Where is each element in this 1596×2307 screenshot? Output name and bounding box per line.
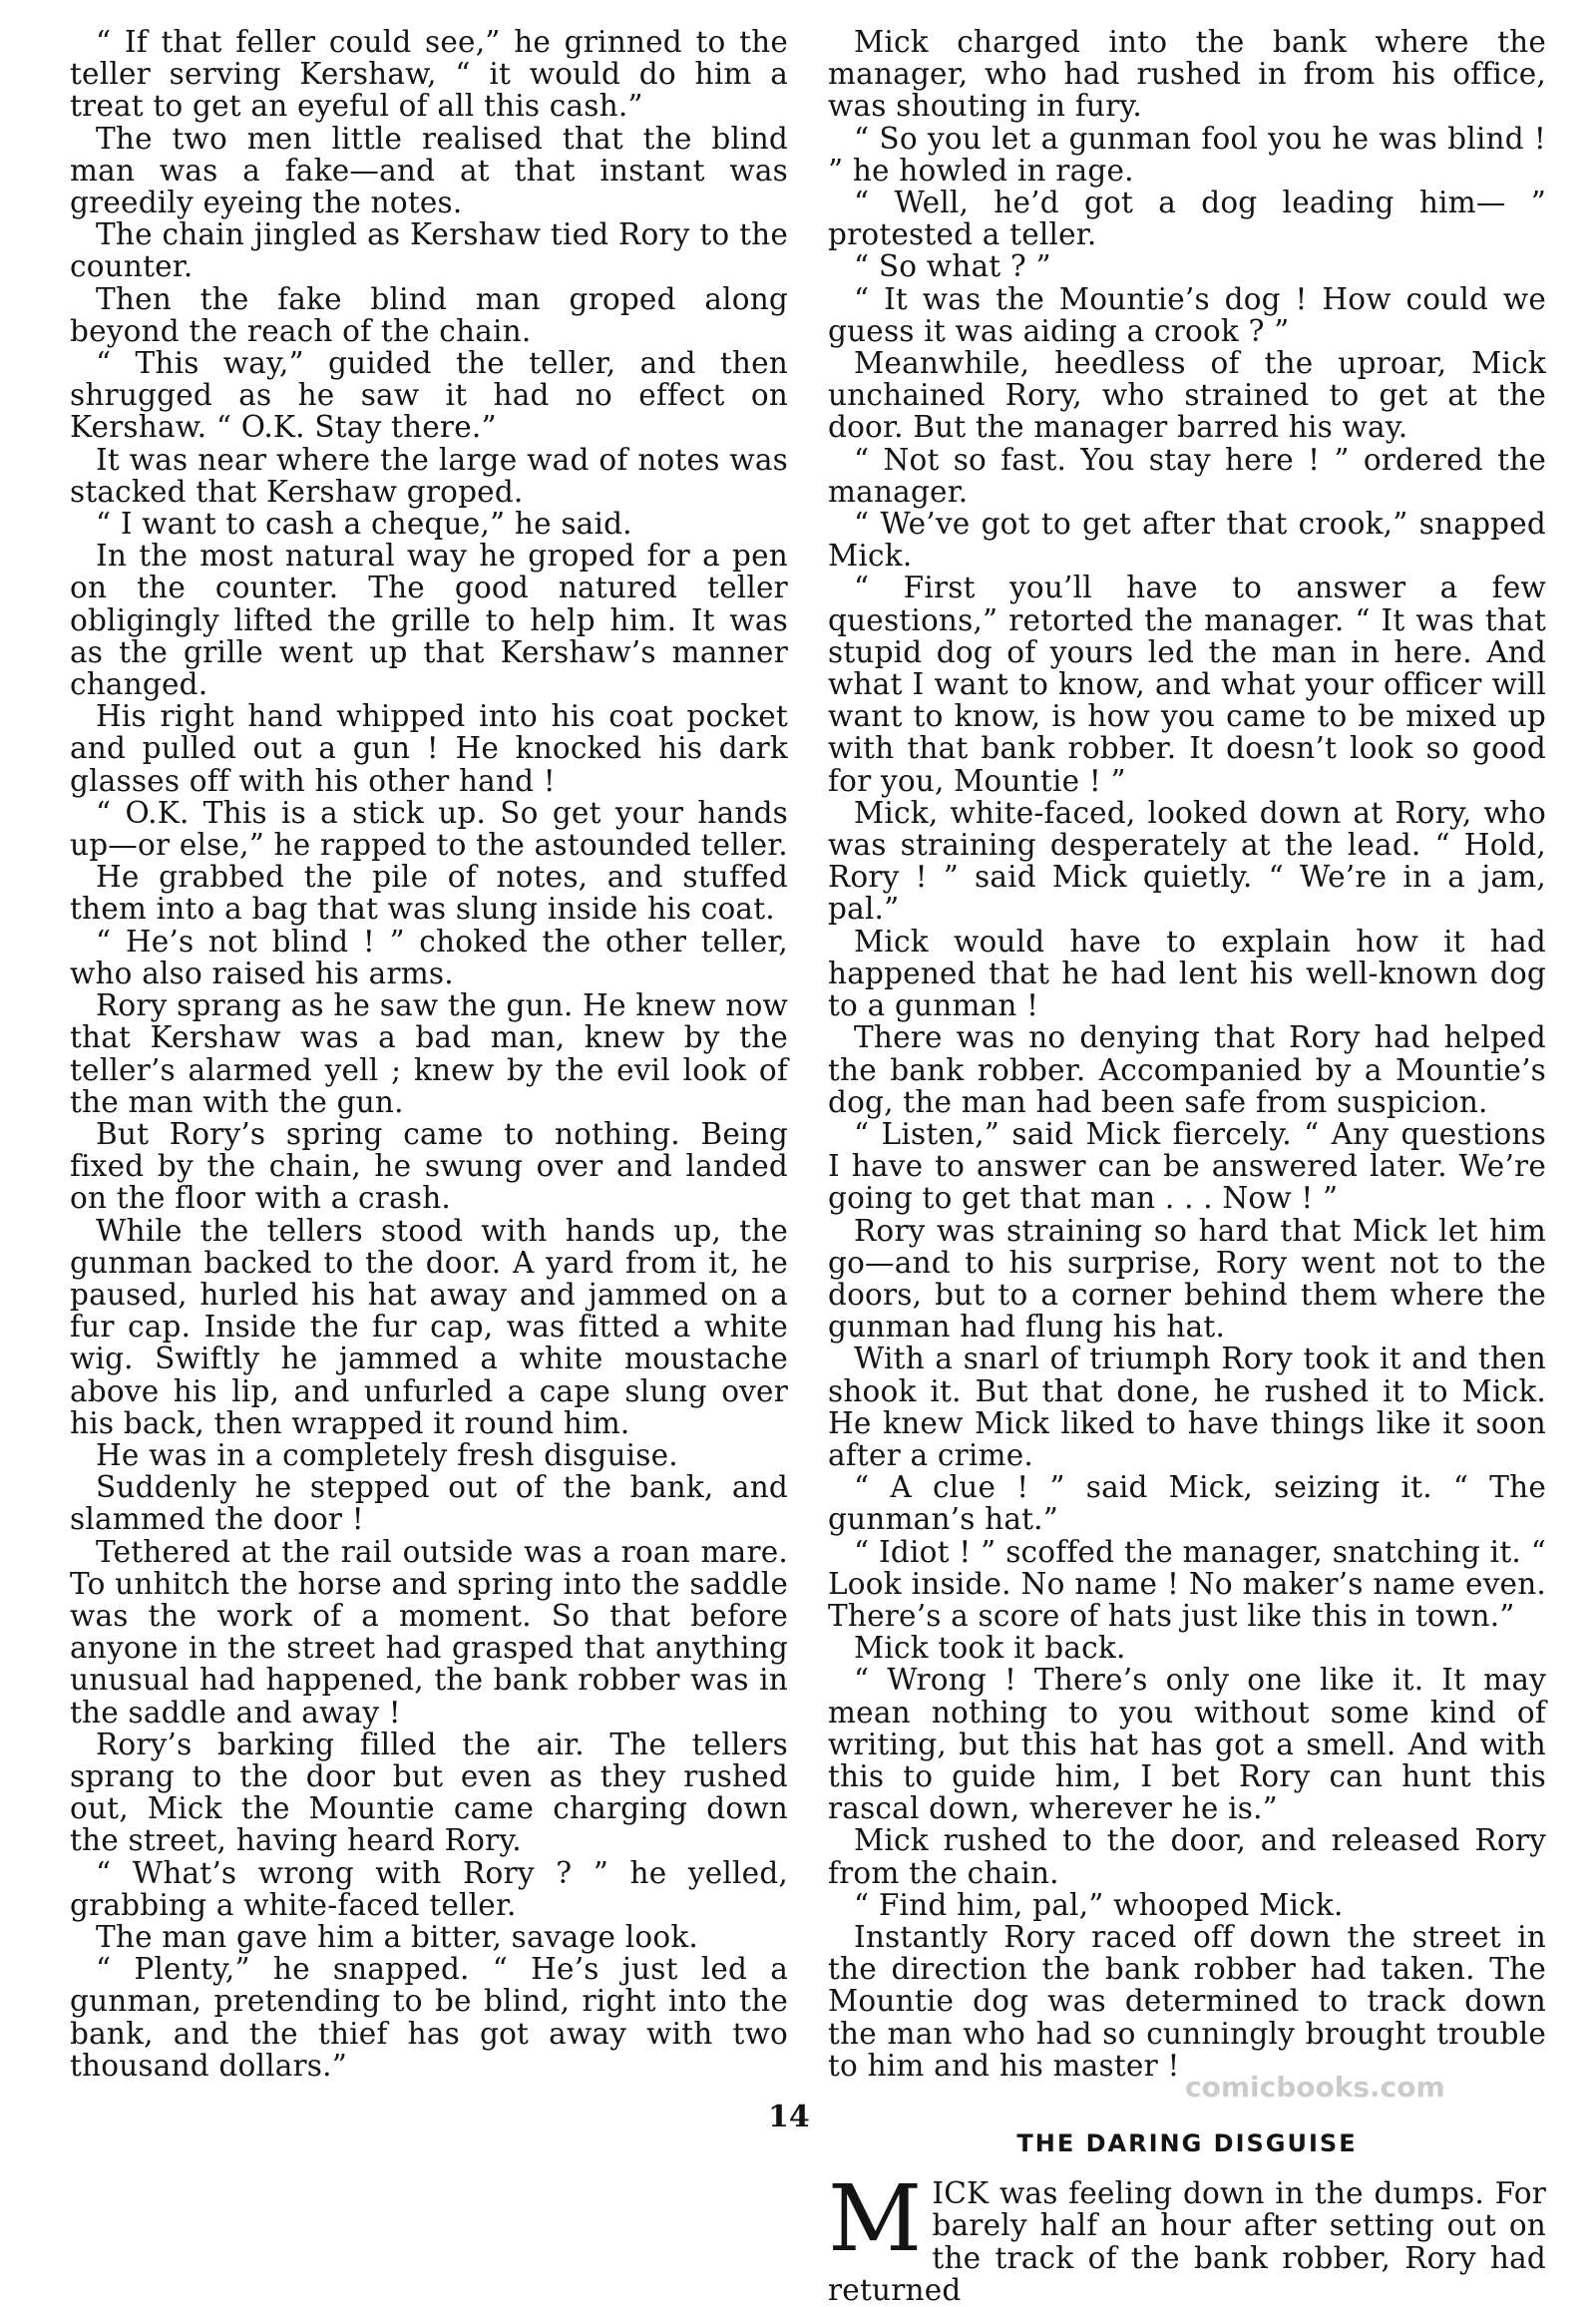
- watermark: comicbooks.com: [1185, 2071, 1445, 2104]
- paragraph: Mick took it back.: [854, 1631, 1126, 1666]
- paragraph: “ Wrong ! There’s only one like it. It may mean nothing to you without some kind of writing, but this hat has got a smell. And with this to guide him, I bet Rory can hunt this rascal down, wherever he is.”: [828, 1663, 1546, 1826]
- right-column: [828, 26, 1546, 2306]
- paragraph: Rory sprang as he saw the gun. He knew now that Kershaw was a bad man, knew by the teller’s alarmed yell ; knew by the evil look of the man with the gun.: [70, 988, 788, 1119]
- paragraph: But Rory’s spring came to nothing. Being fixed by the chain, he swung over and landed on the floor with a crash.: [70, 1116, 788, 1216]
- paragraph: “ If that feller could see,” he grinned to the teller serving Kershaw, “ it would do him a treat to get an eyeful of all this cash.”: [70, 25, 788, 124]
- paragraph: “ First you’ll have to answer a few questions,” retorted the manager. “ It was that stupid dog of yours led the man in here. And what I want to know, and what your officer will want to know, is how you came to be mixed up with that bank robber. It doesn’t look so good for you, Mountie ! ”: [828, 571, 1546, 798]
- paragraph: “ Find him, pal,” whooped Mick.: [854, 1887, 1344, 1922]
- paragraph: The chain jingled as Kershaw tied Rory to the counter.: [70, 217, 788, 284]
- paragraph: “ Well, he’d got a dog leading him— ” protested a teller.: [828, 186, 1546, 252]
- paragraph: The two men little realised that the blind man was a fake—and at that instant was greedily eyeing the notes.: [70, 121, 788, 220]
- paragraph: “ Plenty,” he snapped. “ He’s just led a gunman, pretending to be blind, right into the bank, and the thief has got away with two thousand dollars.”: [70, 1952, 788, 2083]
- paragraph: Tethered at the rail outside was a roan mare. To unhitch the horse and spring into the saddle was the work of a moment. So that before anyone in the street had grasped that anything unusual had happened, the bank robber was in the saddle and away !: [70, 1534, 788, 1730]
- paragraph: “ So what ? ”: [854, 249, 1051, 284]
- left-column: [70, 26, 788, 2082]
- paragraph: “ Listen,” said Mick fiercely. “ Any questions I have to answer can be answered later. We’re going to get that man . . . Now ! ”: [828, 1116, 1546, 1216]
- section-heading: THE DARING DISGUISE: [1016, 2129, 1358, 2157]
- paragraph: Suddenly he stepped out of the bank, and slammed the door !: [70, 1470, 788, 1537]
- paragraph: Mick, white-faced, looked down at Rory, who was straining desperately at the lead. “ Hold, Rory ! ” said Mick quietly. “ We’re in a jam, pal.”: [828, 795, 1546, 927]
- paragraph: He grabbed the pile of notes, and stuffed them into a bag that was slung inside his coat.: [70, 860, 788, 927]
- paragraph: “ What’s wrong with Rory ? ” he yelled, grabbing a white-faced teller.: [70, 1855, 788, 1922]
- paragraph: While the tellers stood with hands up, the gunman backed to the door. A yard from it, he paused, hurled his hat away and jammed on a fur cap. Inside the fur cap, was fitted a white wig. Swiftly he jammed a white moustache above his lip, and unfurled a cape slung over his back, then wrapped it round him.: [70, 1213, 788, 1440]
- section-opening-text: ICK was feeling down in the dumps. For barely half an hour after setting out on the track of the bank robber, Rory had returned: [828, 2176, 1546, 2307]
- paragraph: “ A clue ! ” said Mick, seizing it. “ The gunman’s hat.”: [828, 1470, 1546, 1537]
- paragraph: It was near where the large wad of notes was stacked that Kershaw groped.: [70, 442, 788, 509]
- paragraph: “ This way,” guided the teller, and then shrugged as he saw it had no effect on Kershaw. “ O.K. Stay there.”: [70, 346, 788, 445]
- paragraph: “ It was the Mountie’s dog ! How could we guess it was aiding a crook ? ”: [828, 281, 1546, 348]
- paragraph: “ Not so fast. You stay here ! ” ordered the manager.: [828, 442, 1546, 509]
- section-opening-paragraph: [828, 2165, 1546, 2307]
- paragraph: “ Idiot ! ” scoffed the manager, snatching it. “ Look inside. No name ! No maker’s name even. There’s a score of hats just like this in town.”: [828, 1534, 1546, 1633]
- paragraph: Rory’s barking filled the air. The tellers sprang to the door but even as they rushed out, Mick the Mountie came charging down the street, having heard Rory.: [70, 1727, 788, 1858]
- drop-cap-letter: M: [828, 2165, 923, 2273]
- paragraph: “ We’ve got to get after that crook,” snapped Mick.: [828, 507, 1546, 574]
- paragraph: Rory was straining so hard that Mick let him go—and to his surprise, Rory went not to the doors, but to a corner behind them where the gunman had flung his hat.: [828, 1213, 1546, 1345]
- paragraph: Mick rushed to the door, and released Rory from the chain.: [828, 1823, 1546, 1890]
- paragraph: There was no denying that Rory had helped the bank robber. Accompanied by a Mountie’s dog, the man had been safe from suspicion.: [828, 1020, 1546, 1119]
- paragraph: Instantly Rory raced off down the street in the direction the bank robber had taken. The Mountie dog was determined to track down the man who had so cunningly brought trouble to him and his master !: [828, 1919, 1546, 2083]
- paragraph: With a snarl of triumph Rory took it and then shook it. But that done, he rushed it to Mick. He knew Mick liked to have things like it soon after a crime.: [828, 1342, 1546, 1472]
- page-number: 14: [768, 2100, 810, 2134]
- paragraph: He was in a completely fresh disguise.: [96, 1437, 678, 1472]
- paragraph: “ He’s not blind ! ” choked the other teller, who also raised his arms.: [70, 924, 788, 990]
- paragraph: Meanwhile, heedless of the uproar, Mick unchained Rory, who strained to get at the door. But the manager barred his way.: [828, 346, 1546, 445]
- paragraph: “ O.K. This is a stick up. So get your hands up—or else,” he rapped to the astounded teller.: [70, 795, 788, 863]
- paragraph: Mick charged into the bank where the manager, who had rushed in from his office, was shouting in fury.: [828, 25, 1546, 124]
- paragraph: Then the fake blind man groped along beyond the reach of the chain.: [70, 281, 788, 348]
- paragraph: The man gave him a bitter, savage look.: [96, 1919, 698, 1954]
- paragraph: “ So you let a gunman fool you he was blind ! ” he howled in rage.: [828, 121, 1546, 188]
- paragraph: His right hand whipped into his coat pocket and pulled out a gun ! He knocked his dark glasses off with his other hand !: [70, 699, 788, 798]
- paragraph: Mick would have to explain how it had happened that he had lent his well-known dog to a gunman !: [828, 924, 1546, 1023]
- paragraph: “ I want to cash a cheque,” he said.: [96, 507, 632, 542]
- paragraph: In the most natural way he groped for a pen on the counter. The good natured teller obligingly lifted the grille to help him. It was as the grille went up that Kershaw’s manner changed.: [70, 539, 788, 702]
